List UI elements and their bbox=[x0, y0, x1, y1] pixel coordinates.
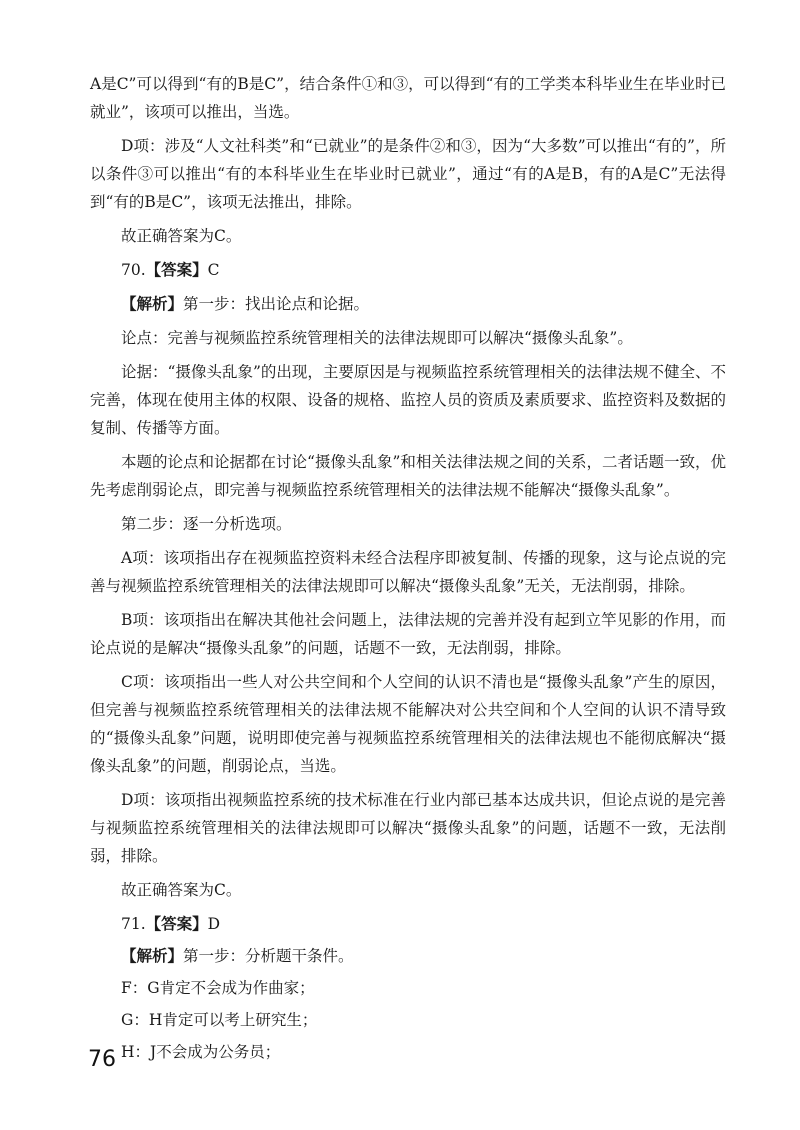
condition-h: H：J不会成为公务员； bbox=[121, 1043, 281, 1061]
answer-tag: 【答案】 bbox=[145, 260, 208, 279]
answer-heading-70 bbox=[90, 256, 726, 284]
option-d-analysis: D项：该项指出视频监控系统的技术标准在行业内部已基本达成共识，但论点说的是完善与视频监控系统管理相关的法律法规即可以解决“摄像头乱象”的问题，话题不一致，无法削弱，排除。 bbox=[90, 791, 726, 865]
option-c-analysis: C项：该项指出一些人对公共空间和个人空间的认识不清也是“摄像头乱象”产生的原因，但完善与视频监控系统管理相关的法律法规不能解决对公共空间和个人空间的认识不清导致的“摄像头乱象”问题，说明即使完善与视频监控系统管理相关的法律法规也不能彻底解决“摄像头乱象”的问题，削弱论点，当选。 bbox=[90, 673, 726, 775]
paragraph-option-c-continued: A是C”可以得到“有的B是C”，结合条件①和③，可以得到“有的工学类本科毕业生在毕业时已就业”，该项可以推出，当选。 bbox=[90, 75, 727, 121]
analysis-tag: 【解析】 bbox=[121, 946, 184, 965]
analysis-step1: 第一步：找出论点和论据。 bbox=[183, 295, 370, 313]
analysis-step2: 第二步：逐一分析选项。 bbox=[121, 515, 292, 533]
question-number: 71. bbox=[121, 915, 146, 933]
analysis-step1: 第一步：分析题干条件。 bbox=[183, 947, 354, 965]
option-a-analysis: A项：该项指出存在视频监控资料未经合法程序即被复制、传播的现象，这与论点说的完善与视频监控系统管理相关的法律法规即可以解决“摄像头乱象”无关，无法削弱，排除。 bbox=[90, 549, 726, 595]
analysis-heading-71 bbox=[90, 942, 726, 970]
argument-relation: 本题的论点和论据都在讨论“摄像头乱象”和相关法律法规之间的关系，二者话题一致，优先考虑削弱论点，即完善与视频监控系统管理相关的法律法规不能解决“摄像头乱象”。 bbox=[90, 453, 726, 499]
answer-value: C bbox=[207, 261, 220, 279]
paragraph-option-d: D项：涉及“人文社科类”和“已就业”的是条件②和③，因为“大多数”可以推出“有的”，所以条件③可以推出“有的本科毕业生在毕业时已就业”，通过“有的A是B，有的A是C”无法得到“有的B是C”，该项无法推出，排除。 bbox=[90, 137, 726, 211]
argument-evidence: 论据：“摄像头乱象”的出现，主要原因是与视频监控系统管理相关的法律法规不健全、不完善，体现在使用主体的权限、设备的规格、监控人员的资质及素质要求、监控资料及数据的复制、传播等方面。 bbox=[90, 363, 726, 437]
answer-conclusion-69: 故正确答案为C。 bbox=[121, 227, 242, 245]
answer-heading-71 bbox=[90, 910, 726, 938]
argument-thesis: 论点：完善与视频监控系统管理相关的法律法规即可以解决“摄像头乱象”。 bbox=[121, 329, 633, 347]
analysis-tag: 【解析】 bbox=[121, 294, 184, 313]
answer-value: D bbox=[207, 915, 221, 933]
answer-conclusion-70: 故正确答案为C。 bbox=[121, 881, 242, 899]
analysis-heading-70 bbox=[90, 290, 726, 318]
question-number: 70. bbox=[121, 261, 146, 279]
condition-g: G：H肯定可以考上研究生； bbox=[121, 1011, 318, 1029]
option-b-analysis: B项：该项指出在解决其他社会问题上，法律法规的完善并没有起到立竿见影的作用，而论点说的是解决“摄像头乱象”的问题，话题不一致，无法削弱，排除。 bbox=[90, 611, 726, 657]
answer-tag: 【答案】 bbox=[145, 914, 208, 933]
condition-f: F：G肯定不会成为作曲家； bbox=[121, 979, 315, 997]
page-number: 76 bbox=[88, 1047, 116, 1072]
page-content bbox=[90, 70, 726, 1070]
